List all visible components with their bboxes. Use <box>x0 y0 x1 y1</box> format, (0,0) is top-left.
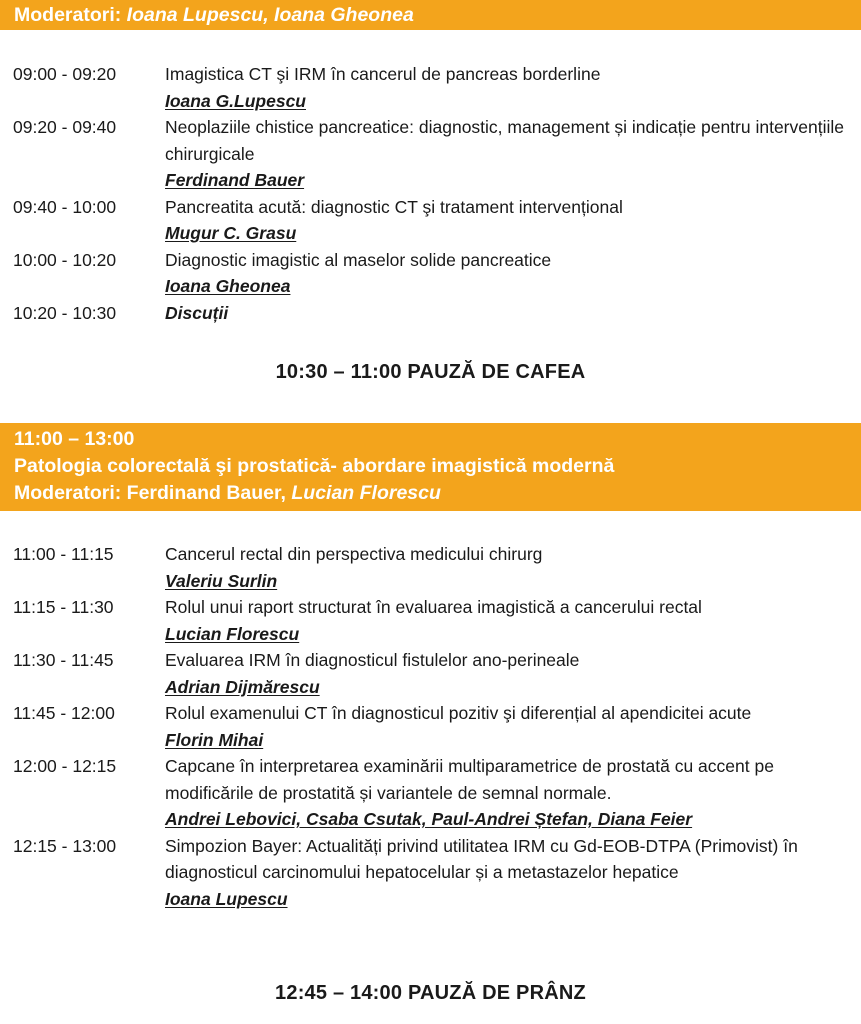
talk-title: Simpozion Bayer: Actualități privind utilitatea IRM cu Gd-EOB-DTPA (Primovist) în diagnosticul carcinomului hepatocelular și a metastazelor hepatice <box>165 835 798 882</box>
program-row <box>0 61 861 114</box>
slot-time: 09:20 - 09:40 <box>13 117 117 137</box>
slot-time: 11:00 - 11:15 <box>13 544 114 564</box>
talk-title: Imagistica CT şi IRM în cancerul de pancreas borderline <box>165 64 601 84</box>
program-row <box>0 753 861 833</box>
moderators-prefix: Moderatori: <box>14 4 127 26</box>
lunch-break: 12:45 – 14:00 PAUZĂ DE PRÂNZ <box>275 982 586 1004</box>
slot-time: 12:00 - 12:15 <box>13 756 117 776</box>
speaker-name: Ioana Gheonea <box>165 276 291 296</box>
session-time: 11:00 – 13:00 <box>14 428 135 450</box>
slot-time: 10:20 - 10:30 <box>13 302 117 323</box>
talk-title: Evaluarea IRM în diagnosticul fistulelor ano-perineale <box>165 650 580 670</box>
speaker-name: Florin Mihai <box>165 729 264 750</box>
moderators-line-1 <box>14 0 861 30</box>
speaker-name: Ioana G.Lupescu <box>165 90 306 111</box>
speaker-name: Ioana Lupescu <box>165 888 288 909</box>
speaker-name: Andrei Lebovici, Csaba Csutak, Paul-Andrei Ștefan, Diana Feier <box>165 809 693 829</box>
discussion-label: Discuții <box>165 302 229 323</box>
coffee-break: 10:30 – 11:00 PAUZĂ DE CAFEA <box>275 361 586 383</box>
speaker-name: Lucian Florescu <box>165 623 300 644</box>
program-row <box>0 647 861 700</box>
program-row <box>0 594 861 647</box>
session-header-2 <box>0 423 861 511</box>
program-row <box>0 541 861 594</box>
program-row <box>0 194 861 247</box>
talk-title: Capcane în interpretarea examinării multiparametrice de prostată cu accent pe modificările de prostatită și variantele de semnal normale. <box>165 756 774 803</box>
slot-time: 11:45 - 12:00 <box>13 703 115 723</box>
moderators-line-2 <box>14 480 861 507</box>
program-row <box>0 300 861 327</box>
slot-time: 09:40 - 10:00 <box>13 196 117 217</box>
session-title: Patologia colorectală şi prostatică- abordare imagistică modernă <box>14 455 615 477</box>
talk-title: Rolul unui raport structurat în evaluarea imagistică a cancerului rectal <box>165 597 702 617</box>
program-list-1 <box>0 61 861 326</box>
program-row <box>0 114 861 194</box>
slot-time: 09:00 - 09:20 <box>13 64 117 84</box>
moderators-italic-name: Lucian Florescu <box>291 482 441 504</box>
speaker-name: Mugur C. Grasu <box>165 223 297 243</box>
talk-title: Neoplaziile chistice pancreatice: diagnostic, management și indicație pentru intervențiile chirurgicale <box>165 117 844 164</box>
speaker-name: Valeriu Surlin <box>165 570 278 591</box>
moderators-names: Ioana Lupescu, Ioana Gheonea <box>126 4 414 26</box>
talk-title: Diagnostic imagistic al maselor solide pancreatice <box>165 249 552 270</box>
moderators-prefix: Moderatori: Ferdinand Bauer, <box>14 482 292 504</box>
talk-title: Cancerul rectal din perspectiva medicului chirurg <box>165 544 543 564</box>
program-row <box>0 247 861 300</box>
slot-time: 12:15 - 13:00 <box>13 835 117 856</box>
talk-title: Pancreatita acută: diagnostic CT şi tratament intervențional <box>165 196 623 217</box>
speaker-name: Adrian Dijmărescu <box>165 676 320 697</box>
program-row <box>0 833 861 913</box>
slot-time: 11:30 - 11:45 <box>13 650 114 670</box>
session-header-1 <box>0 0 861 30</box>
speaker-name: Ferdinand Bauer <box>165 170 305 190</box>
slot-time: 11:15 - 11:30 <box>13 597 114 617</box>
program-list-2 <box>0 541 861 912</box>
slot-time: 10:00 - 10:20 <box>13 249 117 270</box>
program-row <box>0 700 861 753</box>
talk-title: Rolul examenului CT în diagnosticul pozitiv şi diferențial al apendicitei acute <box>165 703 752 723</box>
